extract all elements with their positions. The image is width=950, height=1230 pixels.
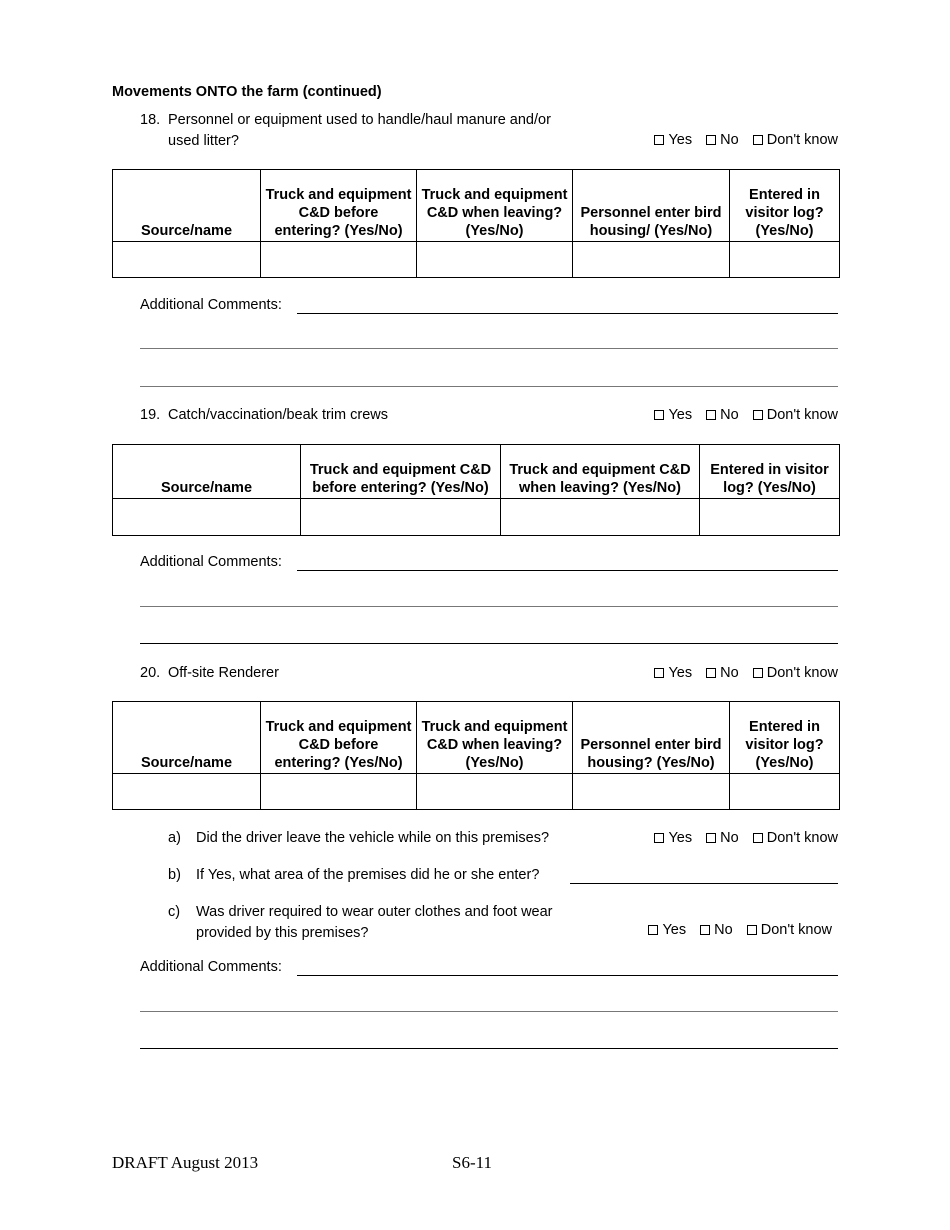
question-20a <box>168 830 549 846</box>
question-20a-options <box>654 830 838 846</box>
checkbox-icon[interactable] <box>648 925 658 935</box>
answer-line[interactable] <box>570 883 838 884</box>
footer-draft-date: DRAFT August 2013 <box>112 1153 259 1172</box>
question-19-text: Catch/vaccination/beak trim crews <box>168 407 388 423</box>
table-cell[interactable] <box>730 774 840 810</box>
question-18-comments-label: Additional Comments: <box>140 297 282 313</box>
table-cell[interactable] <box>573 242 730 278</box>
question-18-table <box>112 169 840 278</box>
option-dont-know[interactable]: Don't know <box>753 665 838 681</box>
checkbox-icon[interactable] <box>747 925 757 935</box>
comments-line[interactable] <box>140 1048 838 1049</box>
header-visitor-log: Entered in visitor log? (Yes/No) <box>700 445 840 499</box>
question-18-text-line1: Personnel or equipment used to handle/haul manure and/or <box>168 112 551 128</box>
checkbox-icon[interactable] <box>753 135 763 145</box>
comments-line[interactable] <box>140 643 838 644</box>
question-18 <box>140 110 551 152</box>
question-20b-letter: b) <box>168 867 181 883</box>
question-20b-text: If Yes, what area of the premises did he or she enter? <box>196 867 540 883</box>
checkbox-icon[interactable] <box>753 833 763 843</box>
option-no[interactable]: No <box>706 665 739 681</box>
question-18-number: 18. <box>140 112 161 128</box>
comments-line[interactable] <box>140 1011 838 1012</box>
checkbox-icon[interactable] <box>753 410 763 420</box>
header-personnel-enter: Personnel enter bird housing? (Yes/No) <box>573 702 730 774</box>
header-personnel-enter: Personnel enter bird housing/ (Yes/No) <box>573 170 730 242</box>
question-20c <box>168 902 553 944</box>
header-cd-leaving: Truck and equipment C&D when leaving? (Yes/No) <box>501 445 700 499</box>
header-cd-before: Truck and equipment C&D before entering? (Yes/No) <box>261 170 417 242</box>
header-source-name: Source/name <box>113 702 261 774</box>
question-20-comments-label: Additional Comments: <box>140 959 282 975</box>
header-cd-before: Truck and equipment C&D before entering? (Yes/No) <box>261 702 417 774</box>
footer-page-number: S6-11 <box>452 1153 492 1172</box>
question-20-text: Off-site Renderer <box>168 665 279 681</box>
question-19-number: 19. <box>140 407 161 423</box>
checkbox-icon[interactable] <box>654 833 664 843</box>
option-dont-know[interactable]: Don't know <box>753 407 838 423</box>
question-20c-letter: c) <box>168 904 181 920</box>
comments-line[interactable] <box>297 313 838 314</box>
question-20-number: 20. <box>140 665 161 681</box>
header-cd-leaving: Truck and equipment C&D when leaving? (Yes/No) <box>417 170 573 242</box>
question-19-table <box>112 444 840 536</box>
table-cell[interactable] <box>417 774 573 810</box>
question-20 <box>140 665 279 681</box>
table-cell[interactable] <box>261 774 417 810</box>
option-yes[interactable]: Yes <box>648 922 686 938</box>
checkbox-icon[interactable] <box>700 925 710 935</box>
header-cd-leaving: Truck and equipment C&D when leaving? (Yes/No) <box>417 702 573 774</box>
option-yes[interactable]: Yes <box>654 665 692 681</box>
comments-line[interactable] <box>297 570 838 571</box>
comments-line[interactable] <box>140 606 838 607</box>
option-dont-know[interactable]: Don't know <box>753 830 838 846</box>
question-20-options <box>654 665 838 681</box>
table-cell[interactable] <box>501 499 700 536</box>
table-cell[interactable] <box>113 774 261 810</box>
option-no[interactable]: No <box>700 922 733 938</box>
comments-line[interactable] <box>140 348 838 349</box>
question-20c-text-line1: Was driver required to wear outer clothes and foot wear <box>196 904 553 920</box>
table-cell[interactable] <box>113 242 261 278</box>
table-cell[interactable] <box>730 242 840 278</box>
question-19 <box>140 407 388 423</box>
checkbox-icon[interactable] <box>706 410 716 420</box>
checkbox-icon[interactable] <box>753 668 763 678</box>
table-cell[interactable] <box>261 242 417 278</box>
checkbox-icon[interactable] <box>706 135 716 145</box>
question-20a-letter: a) <box>168 830 181 846</box>
question-20b <box>168 867 539 883</box>
question-18-options <box>654 132 838 148</box>
option-no[interactable]: No <box>706 407 739 423</box>
option-yes[interactable]: Yes <box>654 830 692 846</box>
option-no[interactable]: No <box>706 132 739 148</box>
table-cell[interactable] <box>573 774 730 810</box>
option-dont-know[interactable]: Don't know <box>753 132 838 148</box>
checkbox-icon[interactable] <box>654 410 664 420</box>
comments-line[interactable] <box>140 386 838 387</box>
section-title: Movements ONTO the farm (continued) <box>112 84 382 100</box>
checkbox-icon[interactable] <box>706 833 716 843</box>
question-20a-text: Did the driver leave the vehicle while on this premises? <box>196 830 550 846</box>
table-cell[interactable] <box>417 242 573 278</box>
checkbox-icon[interactable] <box>706 668 716 678</box>
option-yes[interactable]: Yes <box>654 407 692 423</box>
question-20c-text-line2: provided by this premises? <box>196 925 369 941</box>
question-20c-options <box>648 922 832 938</box>
question-19-options <box>654 407 838 423</box>
question-19-comments-label: Additional Comments: <box>140 554 282 570</box>
table-cell[interactable] <box>113 499 301 536</box>
table-cell[interactable] <box>301 499 501 536</box>
checkbox-icon[interactable] <box>654 135 664 145</box>
comments-line[interactable] <box>297 975 838 976</box>
question-20-table <box>112 701 840 810</box>
checkbox-icon[interactable] <box>654 668 664 678</box>
header-source-name: Source/name <box>113 170 261 242</box>
header-cd-before: Truck and equipment C&D before entering? (Yes/No) <box>301 445 501 499</box>
header-source-name: Source/name <box>113 445 301 499</box>
question-18-text-line2: used litter? <box>168 133 239 149</box>
option-yes[interactable]: Yes <box>654 132 692 148</box>
header-visitor-log: Entered in visitor log? (Yes/No) <box>730 170 840 242</box>
table-cell[interactable] <box>700 499 840 536</box>
header-visitor-log: Entered in visitor log? (Yes/No) <box>730 702 840 774</box>
option-no[interactable]: No <box>706 830 739 846</box>
option-dont-know[interactable]: Don't know <box>747 922 832 938</box>
